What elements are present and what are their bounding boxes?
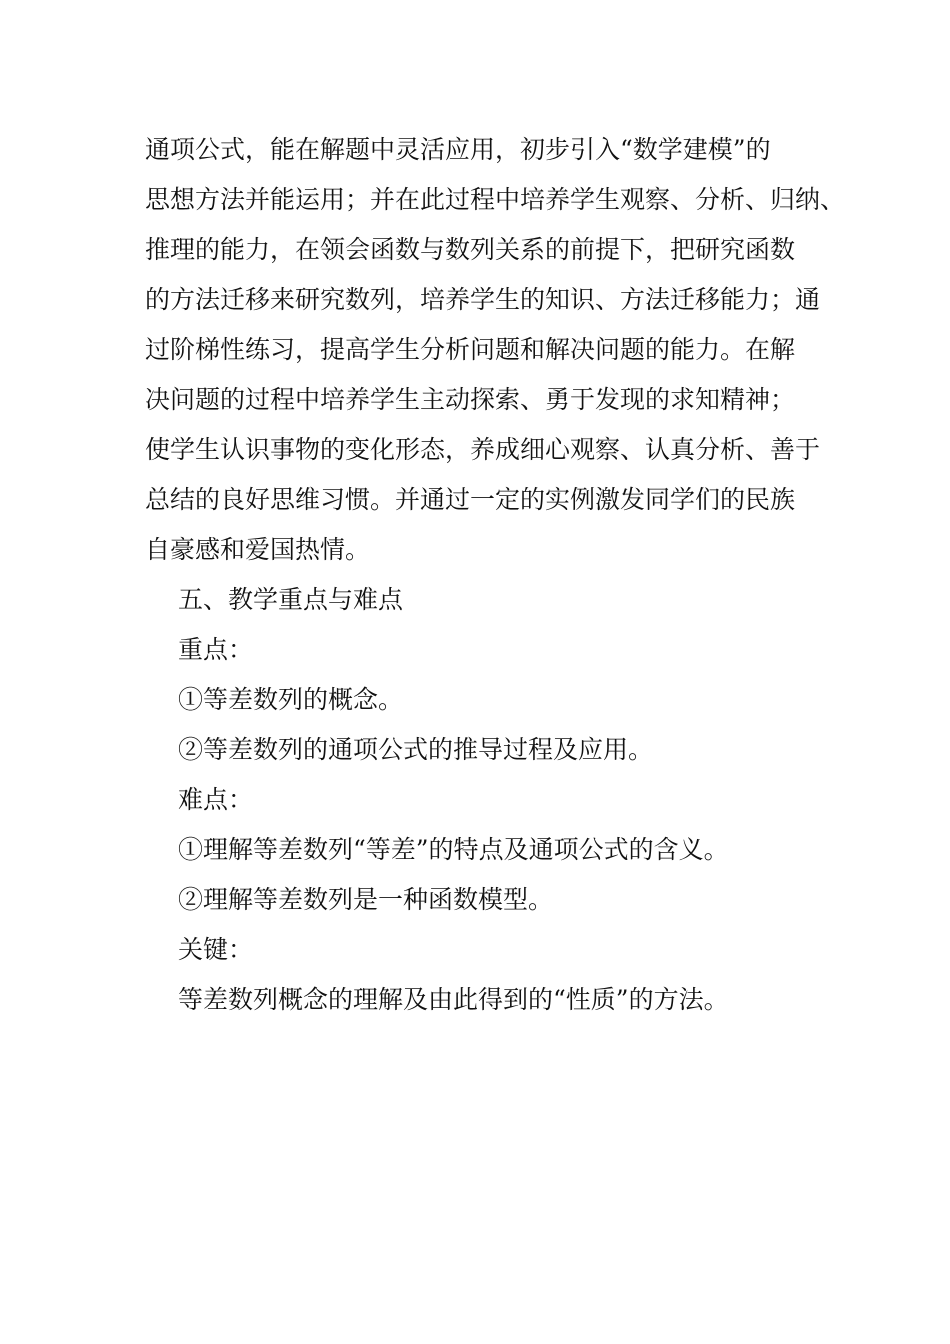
key-point-item: ①等差数列的概念。 (178, 685, 404, 714)
paragraph-line: 推理的能力，在领会函数与数列关系的前提下，把研究函数 (145, 235, 796, 264)
difficulty-item: ②理解等差数列是一种函数模型。 (178, 885, 554, 914)
paragraph-line: 思想方法并能运用；并在此过程中培养学生观察、分析、归纳、 (145, 185, 846, 214)
paragraph-line: 决问题的过程中培养学生主动探索、勇于发现的求知精神； (145, 385, 796, 414)
difficulties-label: 难点： (178, 785, 254, 814)
paragraph-line: 过阶梯性练习，提高学生分析问题和解决问题的能力。在解 (145, 335, 796, 364)
paragraph-line: 总结的良好思维习惯。并通过一定的实例激发同学们的民族 (145, 485, 796, 514)
key-point-item: ②等差数列的通项公式的推导过程及应用。 (178, 735, 654, 764)
paragraph-line: 通项公式，能在解题中灵活应用，初步引入“数学建模”的 (145, 135, 771, 164)
key-label: 关键： (178, 935, 254, 964)
paragraph-line: 使学生认识事物的变化形态，养成细心观察、认真分析、善于 (145, 435, 821, 464)
difficulty-item: ①理解等差数列“等差”的特点及通项公式的含义。 (178, 835, 729, 864)
paragraph-line: 的方法迁移来研究数列，培养学生的知识、方法迁移能力；通 (145, 285, 821, 314)
paragraph-line: 自豪感和爱国热情。 (145, 535, 371, 564)
key-text: 等差数列概念的理解及由此得到的“性质”的方法。 (178, 985, 729, 1014)
key-points-label: 重点： (178, 635, 254, 664)
section-heading: 五、教学重点与难点 (178, 585, 404, 614)
